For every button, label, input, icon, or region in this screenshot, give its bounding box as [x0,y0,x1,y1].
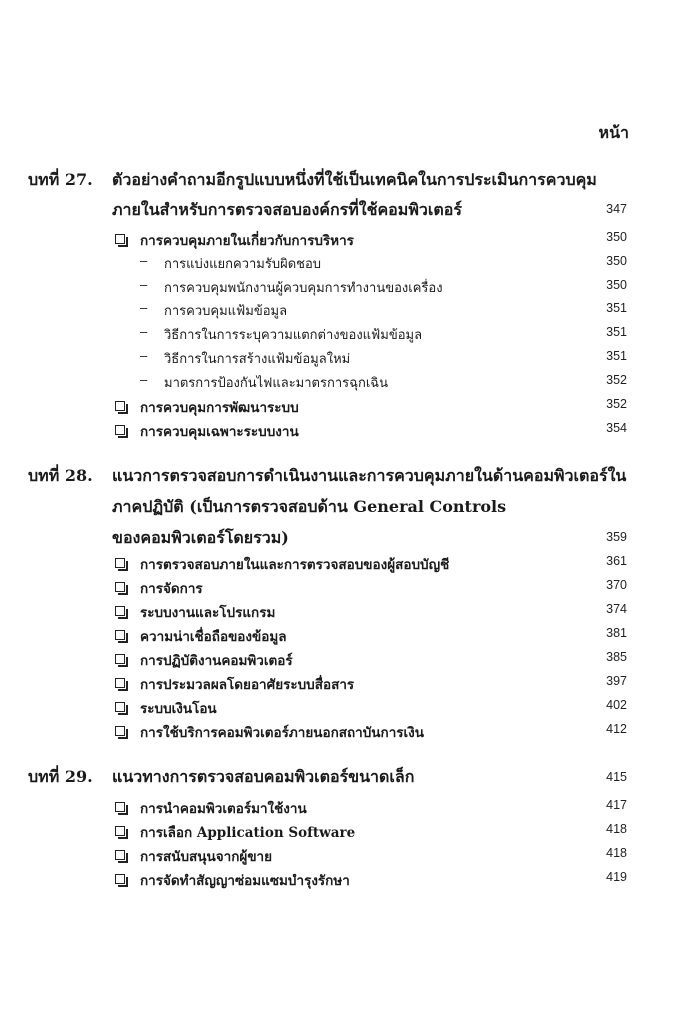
chapter-title-line: ตัวอย่างคำถามอีกรูปแบบหนึ่งที่ใช้เป็นเทคนิคในการประเมินการควบคุม [112,170,597,189]
toc-item-label: การจัดทำสัญญาซ่อมแซมบำรุงรักษา [140,873,350,889]
toc-item [0,625,685,649]
dash-bullet-icon: – [140,277,148,292]
toc-item [0,577,685,601]
toc-subitem [0,372,685,396]
toc-item-label: การควบคุมภายในเกี่ยวกับการบริหาร [140,233,354,249]
page-number: 381 [606,626,627,640]
dash-bullet-icon: – [140,253,148,268]
checkbox-bullet-icon [115,401,125,411]
toc-item [0,869,685,893]
toc-item [0,797,685,821]
toc-subitem [0,253,685,277]
page-number: 351 [606,325,627,339]
checkbox-bullet-icon [115,802,125,812]
toc-item-label: ความน่าเชื่อถือของข้อมูล [140,629,287,645]
checkbox-bullet-icon [115,582,125,592]
checkbox-bullet-icon [115,234,125,244]
checkbox-bullet-icon [115,702,125,712]
checkbox-bullet-icon [115,726,125,736]
toc-item-label: การใช้บริการคอมพิวเตอร์ภายนอกสถาบันการเงิน [140,725,424,741]
toc-subitem-label: การแบ่งแยกความรับผิดชอบ [164,256,322,271]
chapter-title-line: แนวการตรวจสอบการดำเนินงานและการควบคุมภายในด้านคอมพิวเตอร์ใน [112,466,627,485]
toc-item [0,697,685,721]
toc-item-label: การควบคุมการพัฒนาระบบ [140,400,299,416]
page-number: 361 [606,554,627,568]
toc-subitem-label: วิธีการในการระบุความแตกต่างของแฟ้มข้อมูล [164,327,423,342]
toc-item-label: การตรวจสอบภายในและการตรวจสอบของผู้สอบบัญชี [140,557,450,573]
chapter-number: บทที่ 29. [28,767,93,786]
checkbox-bullet-icon [115,850,125,860]
toc-subitem-label: วิธีการในการสร้างแฟ้มข้อมูลใหม่ [164,351,351,366]
checkbox-bullet-icon [115,826,125,836]
toc-item-label: การสนับสนุนจากผู้ขาย [140,849,273,865]
dash-bullet-icon: – [140,300,148,315]
page-number: 351 [606,349,627,363]
page-number: 419 [606,870,627,884]
toc-subitem-label: การควบคุมแฟ้มข้อมูล [164,303,288,318]
page-number: 385 [606,650,627,664]
chapter-number: บทที่ 28. [28,466,93,485]
toc-item [0,845,685,869]
toc-subitem [0,348,685,372]
page-number: 352 [606,373,627,387]
page-number: 359 [606,530,627,544]
checkbox-bullet-icon [115,654,125,664]
toc-item-label: การจัดการ [140,581,203,597]
page-number: 347 [606,202,627,216]
page-number: 350 [606,278,627,292]
dash-bullet-icon: – [140,324,148,339]
page-number: 350 [606,254,627,268]
page-number: 412 [606,722,627,736]
checkbox-bullet-icon [115,558,125,568]
toc-item-label: การประมวลผลโดยอาศัยระบบสื่อสาร [140,677,355,693]
page-number: 418 [606,846,627,860]
toc-subitem-label: การควบคุมพนักงานผู้ควบคุมการทำงานของเครื่อง [164,280,443,295]
toc-item [0,649,685,673]
page-number: 350 [606,230,627,244]
page-number: 402 [606,698,627,712]
checkbox-bullet-icon [115,630,125,640]
chapter-title-line: ภาคปฏิบัติ (เป็นการตรวจสอบด้าน General Controls [112,497,507,516]
toc-item-label: การนำคอมพิวเตอร์มาใช้งาน [140,801,307,817]
chapter-title-line: แนวทางการตรวจสอบคอมพิวเตอร์ขนาดเล็ก [112,767,415,786]
page-number: 397 [606,674,627,688]
dash-bullet-icon: – [140,372,148,387]
toc-item [0,601,685,625]
checkbox-bullet-icon [115,874,125,884]
page-number: 351 [606,301,627,315]
chapter-title-line: ภายในสำหรับการตรวจสอบองค์กรที่ใช้คอมพิวเตอร์ [112,200,462,219]
dash-bullet-icon: – [140,348,148,363]
toc-item [0,721,685,745]
toc-item [0,229,685,253]
toc-item-label: ระบบเงินโอน [140,701,217,717]
page-label: หน้า [598,123,629,142]
page-number: 352 [606,397,627,411]
toc-item-label: การปฏิบัติงานคอมพิวเตอร์ [140,653,293,669]
page-number: 417 [606,798,627,812]
toc-subitem [0,277,685,301]
page-number: 374 [606,602,627,616]
page-number: 354 [606,421,627,435]
page-number: 370 [606,578,627,592]
chapter-number: บทที่ 27. [28,170,93,189]
toc-item-label: ระบบงานและโปรแกรม [140,605,276,621]
toc-item [0,420,685,444]
toc-item [0,396,685,420]
chapter-title-line: ของคอมพิวเตอร์โดยรวม) [112,528,289,547]
toc-subitem [0,324,685,348]
checkbox-bullet-icon [115,678,125,688]
toc-item-label: การควบคุมเฉพาะระบบงาน [140,424,299,440]
toc-subitem [0,300,685,324]
toc-item [0,821,685,845]
page-number: 415 [606,770,627,784]
checkbox-bullet-icon [115,425,125,435]
toc-item [0,553,685,577]
page-number: 418 [606,822,627,836]
checkbox-bullet-icon [115,606,125,616]
toc-item-label: การเลือก Application Software [140,825,356,841]
toc-subitem-label: มาตรการป้องกันไฟและมาตรการฉุกเฉิน [164,375,389,390]
toc-item [0,673,685,697]
